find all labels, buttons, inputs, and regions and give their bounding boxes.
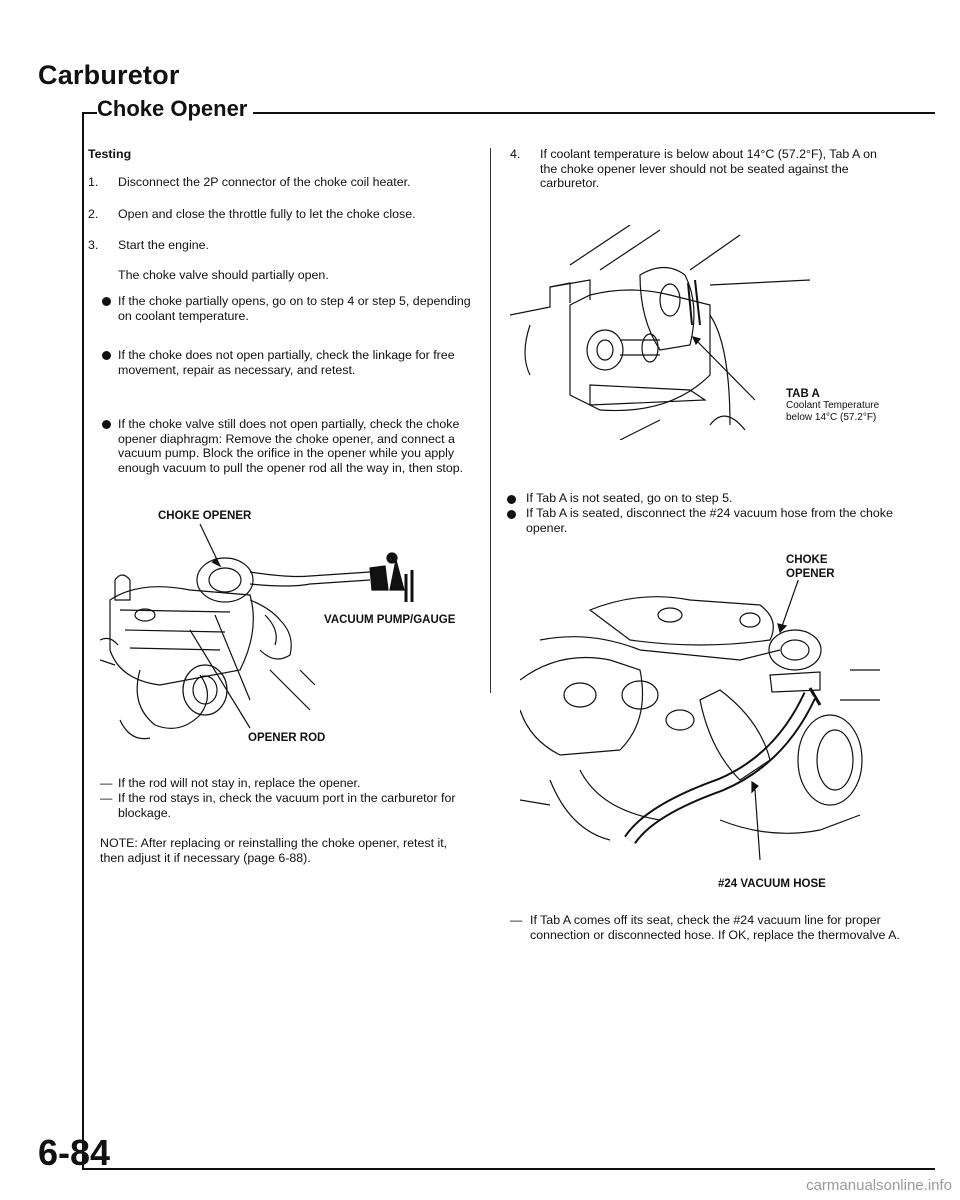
bullet-icon [507, 510, 516, 519]
step-number: 2. [88, 207, 99, 221]
arrow-head [778, 624, 786, 632]
section-title: Choke Opener [97, 96, 253, 122]
label-tab-a: TAB A [786, 388, 820, 400]
step-text: Disconnect the 2P connector of the choke coil heater. [118, 175, 411, 189]
diaphragm [587, 330, 623, 370]
step-text: Open and close the throttle fully to let the choke close. [118, 207, 416, 221]
carb-details [120, 610, 230, 650]
bullet-icon [102, 297, 111, 306]
step-number: 3. [88, 238, 99, 252]
note-text: NOTE: After replacing or reinstalling the choke opener, retest it, then adjust it if necessary (page 6-88). [100, 836, 448, 865]
bullet-text: If the choke partially opens, go on to step 4 or step 5, depending on coolant temperature. [118, 294, 471, 323]
leader-line [755, 790, 760, 860]
leader-line [780, 580, 800, 632]
carb-edge [510, 280, 590, 315]
choke-opener-test-illustration [100, 520, 480, 750]
opener-lever-body [570, 290, 710, 411]
partial-open-text: The choke valve should partially open. [118, 268, 329, 282]
dash-mark: — [510, 913, 523, 927]
step-4-number: 4. [510, 147, 521, 161]
choke-opener [769, 630, 821, 670]
step-3 [88, 238, 473, 254]
bracket [710, 315, 730, 425]
base [590, 385, 705, 405]
bottom-rule [82, 1168, 935, 1170]
dash-mark: — [100, 776, 113, 790]
page-number: 6-84 [38, 1132, 111, 1173]
watermark: carmanualsonline.info [806, 1177, 952, 1194]
vacuum-hose-illustration [520, 580, 880, 870]
label-opener-rod: OPENER ROD [248, 732, 326, 744]
dash-text: If the rod will not stay in, replace the opener. [118, 776, 361, 790]
bullet-text: If the choke valve still does not open partially, check the choke opener diaphragm: Remove the choke opener, and connect a vacuum pump. Block the orifice in the opener while you apply enough vacuum to pull the opener rod all the way in, then stop. [118, 417, 464, 475]
label-choke: CHOKE [786, 554, 828, 566]
bullet-text: If Tab A is seated, disconnect the #24 vacuum hose from the choke opener. [526, 506, 893, 535]
column-divider [490, 148, 491, 693]
section-bracket-vertical [82, 112, 84, 1170]
bullet-icon [102, 420, 111, 429]
dash-text: If Tab A comes off its seat, check the #24 vacuum line for proper connection or disconnected hose. If OK, replace the thermovalve A. [530, 913, 900, 942]
hose [250, 572, 370, 577]
bullet-icon [102, 351, 111, 360]
label-choke-opener: CHOKE OPENER [158, 510, 252, 522]
leader-line [693, 337, 755, 400]
label-opener: OPENER [786, 568, 835, 580]
dash-text: If the rod stays in, check the vacuum port in the carburetor for blockage. [118, 791, 456, 820]
page-title: Carburetor [38, 60, 180, 90]
step-1 [88, 175, 473, 191]
label-coolant-temperature: Coolant Temperature [786, 400, 880, 411]
testing-heading: Testing [88, 147, 132, 161]
vacuum-pump [370, 566, 388, 590]
hand [250, 600, 291, 659]
air-cleaner-base [590, 597, 773, 645]
lever [640, 268, 694, 351]
label-vacuum-hose: #24 VACUUM HOSE [718, 878, 826, 890]
section-bracket [82, 112, 96, 114]
intake [137, 670, 207, 728]
label-coolant-below: below 14°C (57.2°F) [786, 412, 877, 423]
bullet-icon [507, 495, 516, 504]
bullet-text: If Tab A is not seated, go on to step 5. [526, 491, 733, 505]
label-vacuum-pump: VACUUM PUMP/GAUGE [324, 614, 456, 626]
step-number: 1. [88, 175, 99, 189]
bullet-text: If the choke does not open partially, check the linkage for free movement, repair as necessary, and retest. [118, 348, 455, 377]
opener-rod [215, 615, 250, 700]
step-text: Start the engine. [118, 238, 209, 252]
step-2 [88, 207, 473, 223]
intake-manifold [520, 658, 643, 756]
tab-a-illustration [510, 225, 810, 440]
dash-mark: — [100, 791, 113, 805]
step-4-text: If coolant temperature is below about 14°C (57.2°F), Tab A on the choke opener lever should not be seated against the carburetor. [540, 147, 877, 191]
diaphragm [197, 558, 253, 602]
